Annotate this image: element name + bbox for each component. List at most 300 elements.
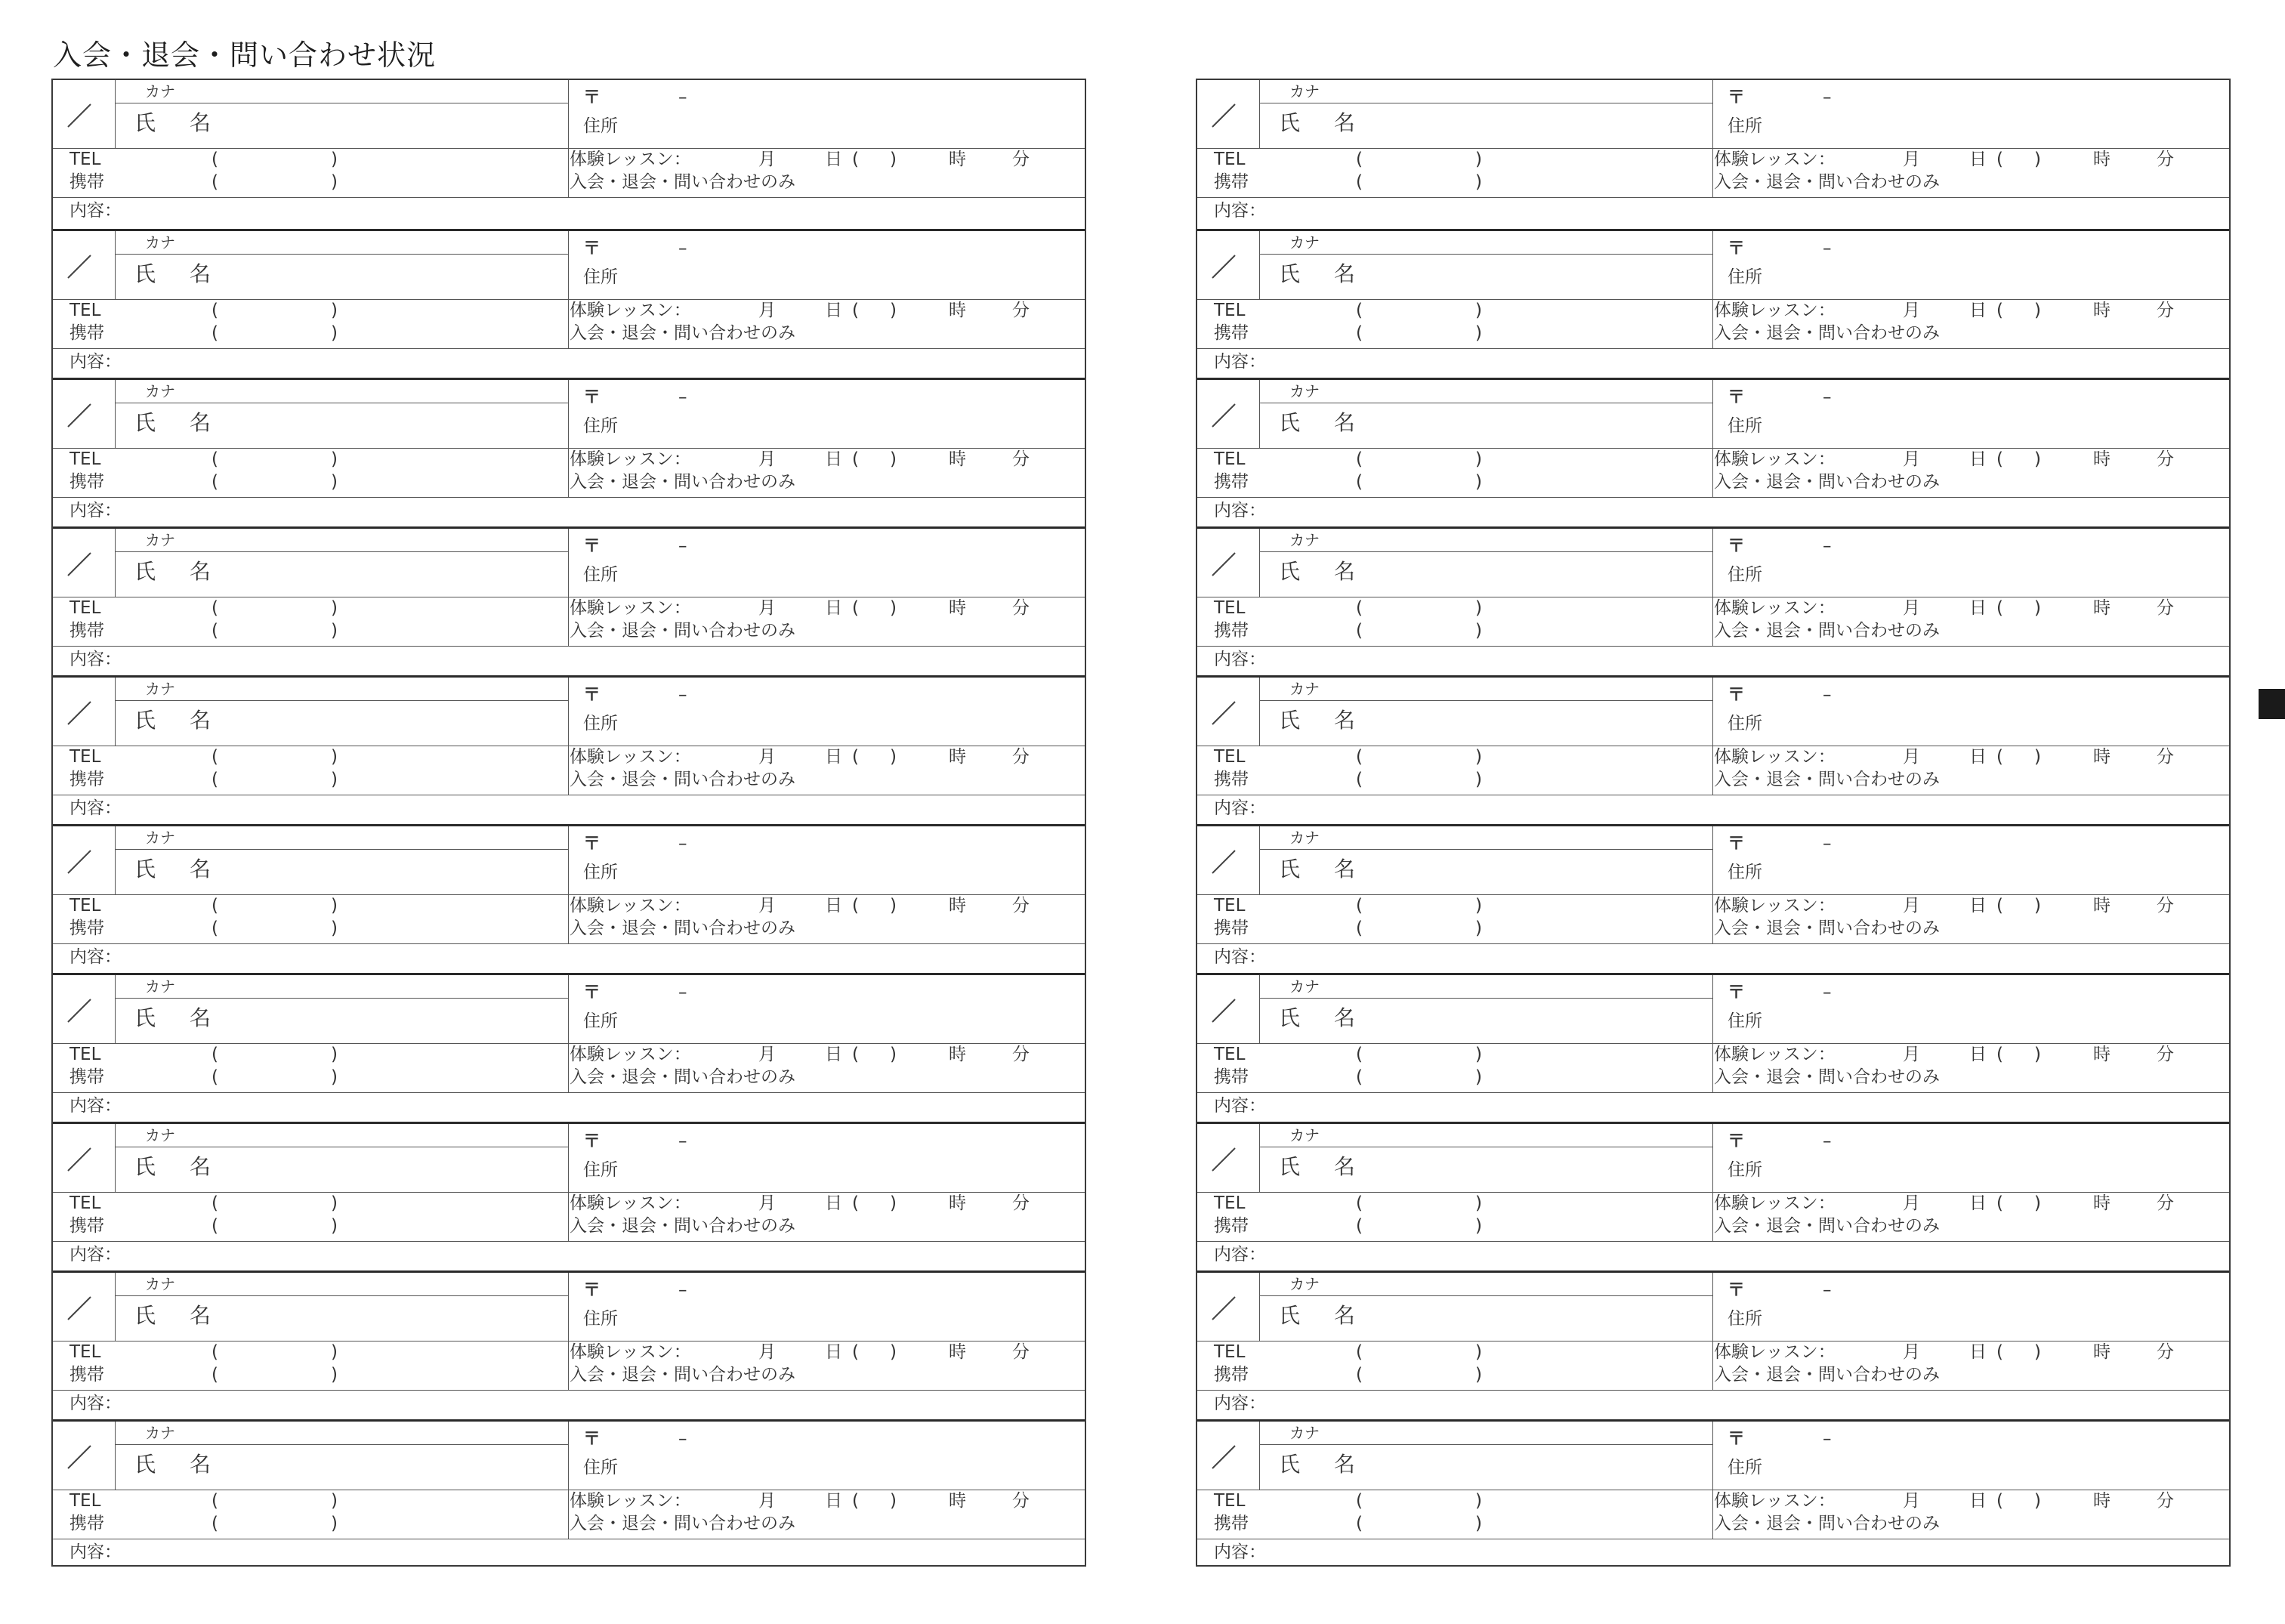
content-label: 内容： xyxy=(69,1096,122,1116)
divider xyxy=(115,826,116,894)
postal-dash: – xyxy=(1823,1280,1832,1300)
tel-paren-close: ) xyxy=(1475,1491,1482,1511)
mobile-label: 携帯 xyxy=(1214,770,1249,789)
status-options: 入会・退会・問い合わせのみ xyxy=(1714,1365,1940,1385)
day-label: 日 xyxy=(1969,1342,1987,1362)
weekday-paren-close: ) xyxy=(890,449,897,469)
tel-paren-close: ) xyxy=(331,1193,338,1213)
date-slash-icon xyxy=(1211,700,1237,726)
month-label: 月 xyxy=(758,1193,776,1213)
weekday-paren-open: ( xyxy=(852,1193,859,1213)
mobile-paren-open: ( xyxy=(1356,621,1363,641)
mobile-paren-close: ) xyxy=(331,621,338,641)
mobile-paren-close: ) xyxy=(1475,1216,1482,1236)
trial-lesson-label: 体験レッスン： xyxy=(1714,1193,1836,1213)
month-label: 月 xyxy=(1903,1491,1920,1511)
name-label: 氏 名 xyxy=(1279,410,1369,435)
divider xyxy=(1197,299,2229,300)
kana-label: カナ xyxy=(145,829,175,847)
content-label: 内容： xyxy=(69,501,122,520)
content-label: 内容： xyxy=(69,352,122,372)
mobile-label: 携帯 xyxy=(69,172,104,192)
tel-paren-open: ( xyxy=(212,301,218,320)
postal-mark: 〒 xyxy=(1728,88,1745,107)
weekday-paren-open: ( xyxy=(1996,449,2003,469)
mobile-label: 携帯 xyxy=(1214,323,1249,343)
hour-label: 時 xyxy=(949,896,966,915)
tel-paren-close: ) xyxy=(331,1491,338,1511)
kana-label: カナ xyxy=(1289,233,1320,252)
divider xyxy=(1259,231,1260,299)
postal-mark: 〒 xyxy=(583,1429,601,1449)
minute-label: 分 xyxy=(2157,1045,2174,1064)
tel-paren-open: ( xyxy=(212,598,218,618)
divider xyxy=(53,148,1085,149)
month-label: 月 xyxy=(1903,747,1920,767)
record-block xyxy=(1197,1419,2229,1568)
day-label: 日 xyxy=(1969,1491,1987,1511)
weekday-paren-open: ( xyxy=(852,896,859,915)
mobile-label: 携帯 xyxy=(69,621,104,641)
tel-label: TEL xyxy=(1214,747,1246,767)
name-label: 氏 名 xyxy=(1279,708,1369,733)
tel-label: TEL xyxy=(69,1491,101,1511)
name-label: 氏 名 xyxy=(1279,261,1369,286)
day-label: 日 xyxy=(1969,301,1987,320)
address-label: 住所 xyxy=(1728,1160,1762,1180)
record-block xyxy=(1197,80,2229,229)
day-label: 日 xyxy=(1969,598,1987,618)
content-label: 内容： xyxy=(69,201,122,221)
divider xyxy=(53,1043,1085,1044)
content-label: 内容： xyxy=(1214,352,1266,372)
minute-label: 分 xyxy=(1012,598,1030,618)
form-panel-right xyxy=(1196,79,2231,1567)
day-label: 日 xyxy=(825,598,842,618)
divider xyxy=(568,1124,569,1241)
divider xyxy=(1712,529,1713,646)
address-label: 住所 xyxy=(583,267,618,287)
postal-dash: – xyxy=(678,983,687,1002)
day-label: 日 xyxy=(825,449,842,469)
kana-label: カナ xyxy=(1289,531,1320,549)
status-options: 入会・退会・問い合わせのみ xyxy=(1714,1067,1940,1087)
date-slash-icon xyxy=(66,103,92,128)
divider xyxy=(1259,529,1260,597)
tel-paren-close: ) xyxy=(331,449,338,469)
mobile-paren-open: ( xyxy=(212,172,218,192)
mobile-label: 携帯 xyxy=(1214,1365,1249,1385)
content-label: 内容： xyxy=(69,1394,122,1413)
name-label: 氏 名 xyxy=(134,1452,224,1477)
record-block xyxy=(1197,824,2229,973)
postal-dash: – xyxy=(678,685,687,705)
tel-paren-open: ( xyxy=(1356,1045,1363,1064)
status-options: 入会・退会・問い合わせのみ xyxy=(570,323,795,343)
weekday-paren-open: ( xyxy=(852,747,859,767)
divider xyxy=(115,1444,568,1445)
kana-label: カナ xyxy=(145,1424,175,1442)
kana-label: カナ xyxy=(145,977,175,996)
tel-label: TEL xyxy=(1214,1193,1246,1213)
mobile-label: 携帯 xyxy=(1214,621,1249,641)
trial-lesson-label: 体験レッスン： xyxy=(570,598,691,618)
record-block xyxy=(53,378,1085,526)
tel-paren-close: ) xyxy=(1475,1193,1482,1213)
divider xyxy=(53,497,1085,498)
weekday-paren-open: ( xyxy=(852,449,859,469)
weekday-paren-close: ) xyxy=(890,301,897,320)
kana-label: カナ xyxy=(1289,680,1320,698)
divider xyxy=(1197,197,2229,198)
index-tab xyxy=(2259,689,2285,719)
mobile-paren-close: ) xyxy=(331,1514,338,1533)
address-label: 住所 xyxy=(583,863,618,882)
weekday-paren-close: ) xyxy=(890,1491,897,1511)
address-label: 住所 xyxy=(583,1160,618,1180)
tel-paren-open: ( xyxy=(212,1342,218,1362)
mobile-label: 携帯 xyxy=(1214,172,1249,192)
content-label: 内容： xyxy=(1214,650,1266,669)
address-label: 住所 xyxy=(1728,416,1762,436)
divider xyxy=(1259,849,1712,850)
status-options: 入会・退会・問い合わせのみ xyxy=(570,1216,795,1236)
address-label: 住所 xyxy=(583,116,618,136)
content-label: 内容： xyxy=(69,947,122,967)
date-slash-icon xyxy=(66,1444,92,1470)
tel-paren-open: ( xyxy=(1356,896,1363,915)
postal-dash: – xyxy=(678,834,687,854)
postal-mark: 〒 xyxy=(583,685,601,705)
mobile-label: 携帯 xyxy=(1214,472,1249,492)
mobile-paren-close: ) xyxy=(331,1216,338,1236)
postal-dash: – xyxy=(678,1132,687,1151)
hour-label: 時 xyxy=(2093,1491,2111,1511)
tel-paren-open: ( xyxy=(1356,150,1363,169)
record-block xyxy=(1197,229,2229,378)
date-slash-icon xyxy=(1211,849,1237,875)
divider xyxy=(115,551,568,552)
content-label: 内容： xyxy=(1214,501,1266,520)
weekday-paren-open: ( xyxy=(1996,1491,2003,1511)
postal-mark: 〒 xyxy=(1728,685,1745,705)
divider xyxy=(53,348,1085,349)
date-slash-icon xyxy=(1211,1295,1237,1321)
name-label: 氏 名 xyxy=(134,110,224,135)
address-label: 住所 xyxy=(583,1458,618,1477)
hour-label: 時 xyxy=(949,150,966,169)
name-label: 氏 名 xyxy=(134,708,224,733)
tel-paren-open: ( xyxy=(212,747,218,767)
kana-label: カナ xyxy=(145,1126,175,1144)
minute-label: 分 xyxy=(1012,449,1030,469)
tel-label: TEL xyxy=(1214,1491,1246,1511)
name-label: 氏 名 xyxy=(1279,1005,1369,1030)
day-label: 日 xyxy=(825,150,842,169)
form-panel-left xyxy=(51,79,1086,1567)
trial-lesson-label: 体験レッスン： xyxy=(570,449,691,469)
address-label: 住所 xyxy=(583,416,618,436)
divider xyxy=(53,1092,1085,1093)
month-label: 月 xyxy=(1903,598,1920,618)
kana-label: カナ xyxy=(1289,829,1320,847)
divider xyxy=(115,1295,568,1296)
record-block xyxy=(53,1270,1085,1419)
record-block xyxy=(53,229,1085,378)
divider xyxy=(1197,1390,2229,1391)
mobile-paren-open: ( xyxy=(1356,919,1363,938)
tel-label: TEL xyxy=(69,896,101,915)
day-label: 日 xyxy=(1969,449,1987,469)
divider xyxy=(53,894,1085,895)
day-label: 日 xyxy=(825,1193,842,1213)
trial-lesson-label: 体験レッスン： xyxy=(570,1193,691,1213)
day-label: 日 xyxy=(825,1491,842,1511)
record-block xyxy=(1197,1122,2229,1270)
mobile-paren-close: ) xyxy=(1475,472,1482,492)
mobile-paren-close: ) xyxy=(331,1365,338,1385)
divider xyxy=(1712,1273,1713,1390)
postal-dash: – xyxy=(678,1429,687,1449)
day-label: 日 xyxy=(1969,150,1987,169)
date-slash-icon xyxy=(66,551,92,577)
month-label: 月 xyxy=(758,598,776,618)
month-label: 月 xyxy=(758,747,776,767)
mobile-paren-open: ( xyxy=(212,1216,218,1236)
content-label: 内容： xyxy=(1214,1245,1266,1264)
trial-lesson-label: 体験レッスン： xyxy=(570,896,691,915)
minute-label: 分 xyxy=(1012,1491,1030,1511)
tel-paren-open: ( xyxy=(1356,1342,1363,1362)
tel-label: TEL xyxy=(69,1193,101,1213)
record-block xyxy=(1197,675,2229,824)
content-label: 内容： xyxy=(1214,1542,1266,1562)
tel-label: TEL xyxy=(1214,598,1246,618)
name-label: 氏 名 xyxy=(134,261,224,286)
divider xyxy=(568,975,569,1092)
minute-label: 分 xyxy=(1012,301,1030,320)
status-options: 入会・退会・問い合わせのみ xyxy=(570,472,795,492)
status-options: 入会・退会・問い合わせのみ xyxy=(570,1067,795,1087)
postal-dash: – xyxy=(1823,834,1832,854)
divider xyxy=(115,80,116,148)
record-block xyxy=(53,1419,1085,1568)
mobile-label: 携帯 xyxy=(69,1365,104,1385)
status-options: 入会・退会・問い合わせのみ xyxy=(570,770,795,789)
kana-label: カナ xyxy=(1289,82,1320,100)
address-label: 住所 xyxy=(583,714,618,733)
divider xyxy=(1197,348,2229,349)
record-block xyxy=(1197,1270,2229,1419)
month-label: 月 xyxy=(1903,1045,1920,1064)
address-label: 住所 xyxy=(583,1011,618,1031)
divider xyxy=(115,231,116,299)
postal-mark: 〒 xyxy=(583,387,601,407)
trial-lesson-label: 体験レッスン： xyxy=(1714,1491,1836,1511)
hour-label: 時 xyxy=(949,1193,966,1213)
minute-label: 分 xyxy=(1012,1045,1030,1064)
hour-label: 時 xyxy=(949,1045,966,1064)
mobile-label: 携帯 xyxy=(69,1216,104,1236)
kana-label: カナ xyxy=(1289,1275,1320,1293)
tel-paren-open: ( xyxy=(1356,1491,1363,1511)
tel-paren-open: ( xyxy=(212,1193,218,1213)
kana-label: カナ xyxy=(1289,1424,1320,1442)
name-label: 氏 名 xyxy=(1279,559,1369,584)
hour-label: 時 xyxy=(2093,598,2111,618)
address-label: 住所 xyxy=(1728,116,1762,136)
mobile-paren-close: ) xyxy=(1475,172,1482,192)
mobile-label: 携帯 xyxy=(1214,1514,1249,1533)
weekday-paren-open: ( xyxy=(1996,598,2003,618)
mobile-label: 携帯 xyxy=(1214,1216,1249,1236)
postal-dash: – xyxy=(1823,1132,1832,1151)
minute-label: 分 xyxy=(2157,150,2174,169)
name-label: 氏 名 xyxy=(1279,1452,1369,1477)
weekday-paren-close: ) xyxy=(890,747,897,767)
divider xyxy=(1712,678,1713,795)
tel-paren-close: ) xyxy=(331,896,338,915)
divider xyxy=(1197,448,2229,449)
mobile-paren-open: ( xyxy=(212,1067,218,1087)
trial-lesson-label: 体験レッスン： xyxy=(570,1491,691,1511)
divider xyxy=(568,529,569,646)
divider xyxy=(1259,1295,1712,1296)
weekday-paren-close: ) xyxy=(890,1045,897,1064)
weekday-paren-open: ( xyxy=(1996,1045,2003,1064)
content-label: 内容： xyxy=(1214,201,1266,221)
date-slash-icon xyxy=(1211,998,1237,1023)
date-slash-icon xyxy=(1211,103,1237,128)
content-label: 内容： xyxy=(69,1245,122,1264)
divider xyxy=(53,1192,1085,1193)
weekday-paren-close: ) xyxy=(2034,150,2041,169)
minute-label: 分 xyxy=(2157,301,2174,320)
divider xyxy=(1712,231,1713,348)
minute-label: 分 xyxy=(2157,896,2174,915)
date-slash-icon xyxy=(1211,1444,1237,1470)
day-label: 日 xyxy=(825,1045,842,1064)
tel-paren-close: ) xyxy=(1475,747,1482,767)
divider xyxy=(1259,998,1712,999)
divider xyxy=(115,380,116,448)
divider xyxy=(1259,826,1260,894)
tel-paren-open: ( xyxy=(212,1491,218,1511)
mobile-paren-close: ) xyxy=(331,919,338,938)
divider xyxy=(1197,1092,2229,1093)
date-slash-icon xyxy=(66,403,92,428)
minute-label: 分 xyxy=(1012,747,1030,767)
divider xyxy=(1197,148,2229,149)
address-label: 住所 xyxy=(1728,1011,1762,1031)
mobile-paren-close: ) xyxy=(1475,621,1482,641)
month-label: 月 xyxy=(758,1342,776,1362)
tel-paren-close: ) xyxy=(1475,598,1482,618)
date-slash-icon xyxy=(66,1147,92,1172)
postal-dash: – xyxy=(1823,239,1832,258)
divider xyxy=(1197,646,2229,647)
divider xyxy=(1197,1043,2229,1044)
date-slash-icon xyxy=(1211,1147,1237,1172)
mobile-paren-open: ( xyxy=(212,1514,218,1533)
weekday-paren-open: ( xyxy=(852,598,859,618)
date-slash-icon xyxy=(66,998,92,1023)
status-options: 入会・退会・問い合わせのみ xyxy=(1714,919,1940,938)
tel-paren-open: ( xyxy=(212,896,218,915)
weekday-paren-open: ( xyxy=(1996,301,2003,320)
mobile-paren-open: ( xyxy=(212,472,218,492)
divider xyxy=(568,80,569,197)
divider xyxy=(115,1124,116,1192)
postal-mark: 〒 xyxy=(1728,834,1745,854)
tel-label: TEL xyxy=(69,1045,101,1064)
content-label: 内容： xyxy=(1214,1394,1266,1413)
address-label: 住所 xyxy=(583,565,618,585)
trial-lesson-label: 体験レッスン： xyxy=(570,1045,691,1064)
month-label: 月 xyxy=(758,301,776,320)
date-slash-icon xyxy=(66,849,92,875)
weekday-paren-close: ) xyxy=(2034,1342,2041,1362)
month-label: 月 xyxy=(1903,896,1920,915)
mobile-paren-close: ) xyxy=(1475,919,1482,938)
weekday-paren-open: ( xyxy=(852,1491,859,1511)
trial-lesson-label: 体験レッスン： xyxy=(1714,1045,1836,1064)
record-block xyxy=(53,1122,1085,1270)
date-slash-icon xyxy=(66,254,92,279)
tel-paren-open: ( xyxy=(1356,747,1363,767)
mobile-paren-close: ) xyxy=(331,1067,338,1087)
mobile-paren-open: ( xyxy=(212,323,218,343)
mobile-paren-open: ( xyxy=(1356,172,1363,192)
weekday-paren-open: ( xyxy=(1996,1193,2003,1213)
trial-lesson-label: 体験レッスン： xyxy=(1714,598,1836,618)
tel-label: TEL xyxy=(1214,301,1246,320)
hour-label: 時 xyxy=(949,747,966,767)
content-label: 内容： xyxy=(1214,947,1266,967)
postal-mark: 〒 xyxy=(583,536,601,556)
mobile-paren-open: ( xyxy=(212,919,218,938)
minute-label: 分 xyxy=(2157,1342,2174,1362)
mobile-label: 携帯 xyxy=(1214,1067,1249,1087)
divider xyxy=(1712,1422,1713,1539)
divider xyxy=(115,529,116,597)
weekday-paren-open: ( xyxy=(852,1045,859,1064)
tel-paren-close: ) xyxy=(1475,1342,1482,1362)
date-slash-icon xyxy=(1211,254,1237,279)
tel-label: TEL xyxy=(69,301,101,320)
name-label: 氏 名 xyxy=(134,559,224,584)
postal-mark: 〒 xyxy=(1728,983,1745,1002)
postal-dash: – xyxy=(678,1280,687,1300)
address-label: 住所 xyxy=(1728,863,1762,882)
trial-lesson-label: 体験レッスン： xyxy=(1714,1342,1836,1362)
divider xyxy=(1197,1192,2229,1193)
status-options: 入会・退会・問い合わせのみ xyxy=(1714,1216,1940,1236)
weekday-paren-open: ( xyxy=(1996,747,2003,767)
tel-paren-close: ) xyxy=(1475,896,1482,915)
hour-label: 時 xyxy=(2093,1045,2111,1064)
postal-dash: – xyxy=(678,88,687,107)
tel-label: TEL xyxy=(69,150,101,169)
tel-paren-close: ) xyxy=(331,301,338,320)
weekday-paren-open: ( xyxy=(852,301,859,320)
divider xyxy=(1259,975,1260,1043)
weekday-paren-close: ) xyxy=(2034,301,2041,320)
postal-dash: – xyxy=(1823,88,1832,107)
status-options: 入会・退会・問い合わせのみ xyxy=(1714,770,1940,789)
content-label: 内容： xyxy=(69,650,122,669)
tel-paren-close: ) xyxy=(1475,1045,1482,1064)
